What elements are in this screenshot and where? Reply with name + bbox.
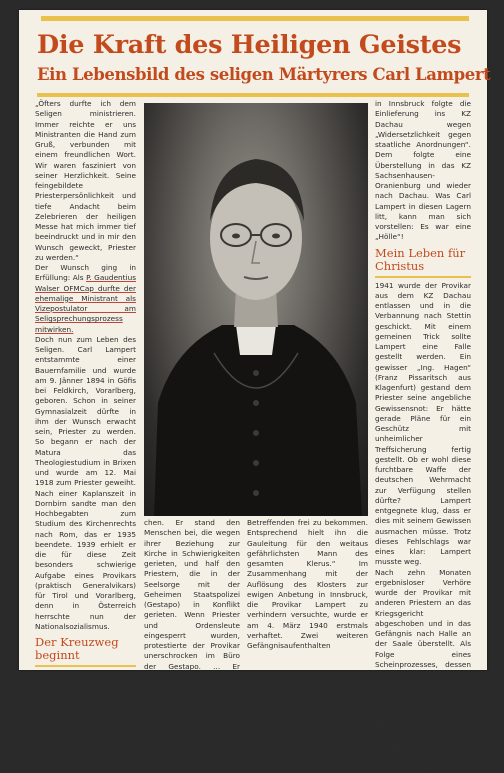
left-paragraph-2-underlined: P. Gaudentius Walser OFMCap durfte der ehemalige Ministrant als Vizepostulator am Seligsprechungsprozess mitwirken. <box>35 273 136 334</box>
section-rule-christus <box>375 276 471 278</box>
bottom-column-1-text: chen. Er stand den Menschen bei, die wegen ihrer Beziehung zur Kirche in Schwierigkeiten gerieten, und half den Priestern, die in der Seelsorge mit der Geheimen Staatspolizei (Gestapo) in Konflikt gerieten. Wenn Priester und Ordensleute eingesperrt wurden, protestierte der Provikar unerschrocken im Büro der Gestapo. ... Er versuchte mit allen rechtlichen Mitteln, die <box>144 518 240 691</box>
left-paragraph-4: „Provikar Lampert hatte nicht die Absicht, den politischen Gegnern auszuwei- <box>35 670 136 710</box>
article-subtitle: Ein Lebensbild des seligen Märtyrers Carl Lampert <box>37 65 491 84</box>
subtitle-rule <box>37 93 469 97</box>
article-title: Die Kraft des Heiligen Geistes <box>37 30 462 60</box>
left-paragraph-1: „Öfters durfte ich dem Seligen ministrieren. Immer reichte er uns Ministranten die Hand zum Gruß, verbunden mit einem freundlichen Wort. Wir waren fasziniert von seiner Herzlichkeit. Seine feingebildete Priesterpersönlichkeit und tiefe Andacht beim Zelebrieren der heiligen Messe hat mich immer tief beeindruckt und in mir den Wunsch geweckt, Priester zu werden.“ <box>35 99 136 262</box>
portrait-photo <box>144 103 368 516</box>
right-text-column <box>375 99 471 772</box>
left-paragraph-2-intro: Der Wunsch ging in Erfüllung: Als <box>35 263 136 283</box>
right-paragraph-3: Nach zehn Monaten ergebnisloser Verhöre wurde der Provikar mit anderen Priestern an das Kriegsgericht abgeschoben und in das Gefängnis nach Halle an der Saale überstellt. Als Folge eines Scheinprozesses, dessen Ausgang von vornherein klar war, wurde Lampert am 20. Dezember 1943 wegen Feindbegünstigung, Zersetzung der Wehrkraft, Rundfunkverbrechens und Verlust der bürgerlichen Ehrenrech- <box>375 567 471 772</box>
section-heading-christus: Mein Leben für Christus <box>375 245 466 273</box>
section-heading-kreuzweg: Der Kreuzweg beginnt <box>35 635 119 662</box>
left-paragraph-2 <box>35 263 136 335</box>
bottom-text-column-2 <box>247 518 368 668</box>
right-paragraph-2: 1941 wurde der Provikar aus dem KZ Dachau entlassen und in die Verbannung nach Stettin geschickt. Mit einem gemeinen Trick sollte Lampert eine Falle gestellt werden. Ein gewisser „Ing. Hagen“ (Franz Pissaritsch aus Klagenfurt) gestand dem Priester seine angebliche Gewissensnot: Er hätte gerade Pläne für ein Geschütz mit unheimlicher Treffsicherung fertig gestellt. Ob er wohl diese furchtbare Waffe der deutschen Wehrmacht zur Verfügung stellen dürfte? Lampert entgegnete klug, dass er dies mit seinem Gewissen ausmachen müsse. Trotz dieses Fehlschlags war eines klar: Lampert musste weg. <box>375 280 471 567</box>
portrait-illustration <box>144 103 368 516</box>
section-rule-kreuzweg <box>35 665 136 667</box>
top-decorative-rule <box>41 16 469 21</box>
magazine-page <box>19 10 491 772</box>
left-text-column <box>35 99 136 710</box>
right-paragraph-1: in Innsbruck folgte die Einlieferung ins KZ Dachau wegen „Widersetzlichkeit gegen staatliche Anordnungen“. Dem folgte eine Überstellung in das KZ Sachsenhausen-Oranienburg und wieder nach Dachau. Was Carl Lampert in diesen Lagern litt, kann man sich vorstellen: Es war eine „Hölle“! <box>375 99 471 242</box>
bottom-column-2-text: Betreffenden frei zu bekommen. Entsprechend hielt ihn die Gauleitung für den weitaus gefährlichsten Mann des gesamten Klerus.“ Im Zusammenhang mit der Auflösung des Klosters zur ewigen Anbetung in Innsbruck, die Provikar Lampert zu verhindern versuchte, wurde er am 4. März 1940 erstmals verhaftet. Zwei weiteren Gefängnisaufenthalten <box>247 518 368 650</box>
left-paragraph-3: Doch nun zum Leben des Seligen. Carl Lampert entstammte einer Bauernfamilie und wurde am 9. Jänner 1894 in Göfis bei Feldkirch, Vorarlberg, geboren. Schon in seiner Gymnasialzeit dürfte in ihm der Wunsch erwacht sein, Priester zu werden. So begann er nach der Matura das Theologiestudium in Brixen und wurde am 12. Mai 1918 zum Priester geweiht. Nach einer Kaplanszeit in Dornbirn sandte man den Hochbegabten zum Studium des Kirchenrechts nach Rom, das er 1935 beendete. 1939 erhielt er die für diese Zeit besonders schwierige Aufgabe eines Provikars (praktisch Generalvikars) für Tirol und Vorarlberg, denn in Österreich herrschte nun der Nationalsozialismus. <box>35 334 136 631</box>
bottom-text-column-1 <box>144 518 240 691</box>
